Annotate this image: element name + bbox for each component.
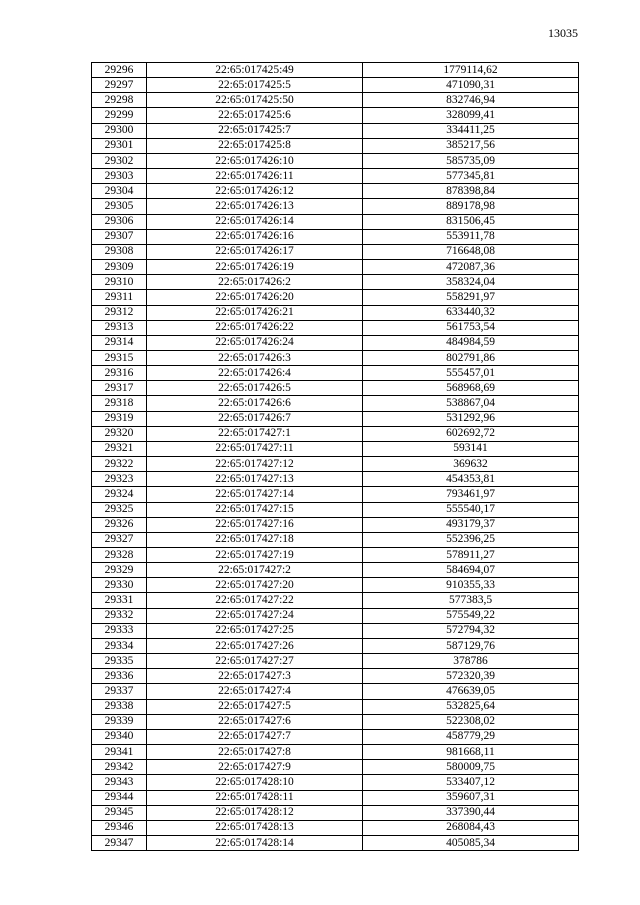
row-number-cell: 29303	[92, 169, 147, 184]
row-number-cell: 29333	[92, 623, 147, 638]
row-number-cell: 29336	[92, 669, 147, 684]
cadastral-value-cell: 337390,44	[363, 805, 579, 820]
table-row	[92, 350, 579, 365]
row-number-cell: 29344	[92, 790, 147, 805]
cadastral-value-cell: 580009,75	[363, 760, 579, 775]
table-row	[92, 275, 579, 290]
row-number-cell: 29299	[92, 108, 147, 123]
cadastral-number-cell: 22:65:017427:27	[147, 654, 363, 669]
cadastral-number-cell: 22:65:017427:1	[147, 426, 363, 441]
cadastral-value-cell: 602692,72	[363, 426, 579, 441]
row-number-cell: 29341	[92, 745, 147, 760]
row-number-cell: 29322	[92, 457, 147, 472]
cadastral-number-cell: 22:65:017427:24	[147, 608, 363, 623]
row-number-cell: 29324	[92, 487, 147, 502]
row-number-cell: 29340	[92, 729, 147, 744]
cadastral-number-cell: 22:65:017426:19	[147, 260, 363, 275]
table-row	[92, 244, 579, 259]
cadastral-number-cell: 22:65:017427:20	[147, 578, 363, 593]
cadastral-number-cell: 22:65:017426:24	[147, 335, 363, 350]
page-number: 13035	[548, 26, 578, 40]
cadastral-value-cell: 493179,37	[363, 517, 579, 532]
cadastral-value-cell: 405085,34	[363, 835, 579, 850]
cadastral-number-cell: 22:65:017427:5	[147, 699, 363, 714]
row-number-cell: 29297	[92, 78, 147, 93]
cadastral-number-cell: 22:65:017426:13	[147, 199, 363, 214]
cadastral-value-cell: 553911,78	[363, 229, 579, 244]
table-row	[92, 472, 579, 487]
row-number-cell: 29342	[92, 760, 147, 775]
table-row	[92, 487, 579, 502]
table-row	[92, 366, 579, 381]
cadastral-value-cell: 878398,84	[363, 184, 579, 199]
cadastral-value-cell: 476639,05	[363, 684, 579, 699]
row-number-cell: 29304	[92, 184, 147, 199]
row-number-cell: 29310	[92, 275, 147, 290]
cadastral-number-cell: 22:65:017425:8	[147, 138, 363, 153]
cadastral-value-cell: 472087,36	[363, 260, 579, 275]
table-row	[92, 214, 579, 229]
cadastral-value-cell: 716648,08	[363, 244, 579, 259]
table-row	[92, 260, 579, 275]
cadastral-number-cell: 22:65:017426:21	[147, 305, 363, 320]
table-row	[92, 290, 579, 305]
row-number-cell: 29319	[92, 411, 147, 426]
table-row	[92, 153, 579, 168]
row-number-cell: 29312	[92, 305, 147, 320]
cadastral-number-cell: 22:65:017427:26	[147, 638, 363, 653]
cadastral-number-cell: 22:65:017427:14	[147, 487, 363, 502]
table-row	[92, 548, 579, 563]
table-row	[92, 760, 579, 775]
cadastral-number-cell: 22:65:017428:11	[147, 790, 363, 805]
cadastral-number-cell: 22:65:017426:10	[147, 153, 363, 168]
row-number-cell: 29334	[92, 638, 147, 653]
table-row	[92, 654, 579, 669]
cadastral-value-cell: 910355,33	[363, 578, 579, 593]
row-number-cell: 29346	[92, 820, 147, 835]
table-row	[92, 108, 579, 123]
table-row	[92, 638, 579, 653]
cadastral-number-cell: 22:65:017427:2	[147, 563, 363, 578]
cadastral-value-cell: 484984,59	[363, 335, 579, 350]
table-row	[92, 502, 579, 517]
row-number-cell: 29337	[92, 684, 147, 699]
cadastral-value-cell: 584694,07	[363, 563, 579, 578]
row-number-cell: 29316	[92, 366, 147, 381]
table-row	[92, 699, 579, 714]
cadastral-number-cell: 22:65:017426:17	[147, 244, 363, 259]
cadastral-value-cell: 458779,29	[363, 729, 579, 744]
cadastral-number-cell: 22:65:017427:4	[147, 684, 363, 699]
cadastral-value-cell: 572320,39	[363, 669, 579, 684]
row-number-cell: 29318	[92, 396, 147, 411]
cadastral-number-cell: 22:65:017427:12	[147, 457, 363, 472]
cadastral-number-cell: 22:65:017426:16	[147, 229, 363, 244]
cadastral-value-cell: 369632	[363, 457, 579, 472]
row-number-cell: 29338	[92, 699, 147, 714]
row-number-cell: 29309	[92, 260, 147, 275]
table-row	[92, 63, 579, 78]
table-row	[92, 532, 579, 547]
cadastral-value-cell: 832746,94	[363, 93, 579, 108]
row-number-cell: 29296	[92, 63, 147, 78]
cadastral-value-cell: 981668,11	[363, 745, 579, 760]
row-number-cell: 29317	[92, 381, 147, 396]
cadastral-number-cell: 22:65:017428:13	[147, 820, 363, 835]
row-number-cell: 29328	[92, 548, 147, 563]
table-row	[92, 78, 579, 93]
cadastral-value-cell: 378786	[363, 654, 579, 669]
cadastral-number-cell: 22:65:017427:9	[147, 760, 363, 775]
cadastral-value-cell: 385217,56	[363, 138, 579, 153]
table-row	[92, 457, 579, 472]
table-row	[92, 669, 579, 684]
cadastral-number-cell: 22:65:017426:3	[147, 350, 363, 365]
row-number-cell: 29301	[92, 138, 147, 153]
row-number-cell: 29323	[92, 472, 147, 487]
table-row	[92, 123, 579, 138]
cadastral-number-cell: 22:65:017427:8	[147, 745, 363, 760]
cadastral-number-cell: 22:65:017426:12	[147, 184, 363, 199]
row-number-cell: 29330	[92, 578, 147, 593]
cadastral-value-cell: 558291,97	[363, 290, 579, 305]
table-row	[92, 305, 579, 320]
table-row	[92, 563, 579, 578]
table-row	[92, 790, 579, 805]
cadastral-value-cell: 593141	[363, 441, 579, 456]
cadastral-value-cell: 359607,31	[363, 790, 579, 805]
row-number-cell: 29306	[92, 214, 147, 229]
cadastral-value-cell: 471090,31	[363, 78, 579, 93]
row-number-cell: 29314	[92, 335, 147, 350]
table-row	[92, 684, 579, 699]
cadastral-number-cell: 22:65:017427:11	[147, 441, 363, 456]
row-number-cell: 29332	[92, 608, 147, 623]
cadastral-number-cell: 22:65:017426:14	[147, 214, 363, 229]
cadastral-value-cell: 633440,32	[363, 305, 579, 320]
cadastral-value-cell: 334411,25	[363, 123, 579, 138]
cadastral-number-cell: 22:65:017427:25	[147, 623, 363, 638]
cadastral-value-cell: 889178,98	[363, 199, 579, 214]
row-number-cell: 29345	[92, 805, 147, 820]
row-number-cell: 29315	[92, 350, 147, 365]
cadastral-number-cell: 22:65:017425:6	[147, 108, 363, 123]
cadastral-value-cell: 587129,76	[363, 638, 579, 653]
cadastral-number-cell: 22:65:017427:16	[147, 517, 363, 532]
table-row	[92, 381, 579, 396]
cadastral-number-cell: 22:65:017427:7	[147, 729, 363, 744]
cadastral-value-cell: 555457,01	[363, 366, 579, 381]
cadastral-value-cell: 577345,81	[363, 169, 579, 184]
row-number-cell: 29307	[92, 229, 147, 244]
cadastral-value-cell: 522308,02	[363, 714, 579, 729]
cadastral-value-cell: 577383,5	[363, 593, 579, 608]
table-row	[92, 229, 579, 244]
cadastral-number-cell: 22:65:017427:22	[147, 593, 363, 608]
cadastral-value-cell: 585735,09	[363, 153, 579, 168]
table-row	[92, 199, 579, 214]
table-row	[92, 729, 579, 744]
table-row	[92, 623, 579, 638]
table-row	[92, 320, 579, 335]
cadastral-value-cell: 802791,86	[363, 350, 579, 365]
row-number-cell: 29308	[92, 244, 147, 259]
table-row	[92, 184, 579, 199]
row-number-cell: 29327	[92, 532, 147, 547]
row-number-cell: 29339	[92, 714, 147, 729]
table-row	[92, 169, 579, 184]
row-number-cell: 29331	[92, 593, 147, 608]
row-number-cell: 29326	[92, 517, 147, 532]
cadastral-number-cell: 22:65:017428:12	[147, 805, 363, 820]
cadastral-value-cell: 578911,27	[363, 548, 579, 563]
cadastral-value-cell: 328099,41	[363, 108, 579, 123]
cadastral-number-cell: 22:65:017426:2	[147, 275, 363, 290]
cadastral-number-cell: 22:65:017428:10	[147, 775, 363, 790]
cadastral-value-cell: 568968,69	[363, 381, 579, 396]
cadastral-value-cell: 532825,64	[363, 699, 579, 714]
cadastral-value-cell: 793461,97	[363, 487, 579, 502]
table-row	[92, 835, 579, 850]
row-number-cell: 29320	[92, 426, 147, 441]
cadastral-number-cell: 22:65:017427:15	[147, 502, 363, 517]
table-row	[92, 517, 579, 532]
row-number-cell: 29311	[92, 290, 147, 305]
cadastral-number-cell: 22:65:017426:5	[147, 381, 363, 396]
table-body	[92, 63, 579, 851]
cadastral-value-cell: 555540,17	[363, 502, 579, 517]
row-number-cell: 29313	[92, 320, 147, 335]
table-row	[92, 805, 579, 820]
cadastral-number-cell: 22:65:017426:22	[147, 320, 363, 335]
cadastral-number-cell: 22:65:017426:11	[147, 169, 363, 184]
cadastral-number-cell: 22:65:017427:6	[147, 714, 363, 729]
table-row	[92, 441, 579, 456]
row-number-cell: 29343	[92, 775, 147, 790]
row-number-cell: 29300	[92, 123, 147, 138]
cadastral-value-cell: 358324,04	[363, 275, 579, 290]
cadastral-number-cell: 22:65:017427:18	[147, 532, 363, 547]
row-number-cell: 29321	[92, 441, 147, 456]
cadastral-value-cell: 268084,43	[363, 820, 579, 835]
cadastral-number-cell: 22:65:017425:5	[147, 78, 363, 93]
cadastral-value-cell: 831506,45	[363, 214, 579, 229]
table-row	[92, 745, 579, 760]
cadastral-value-cell: 552396,25	[363, 532, 579, 547]
table-row	[92, 593, 579, 608]
table-row	[92, 775, 579, 790]
cadastral-number-cell: 22:65:017425:7	[147, 123, 363, 138]
cadastral-number-cell: 22:65:017425:49	[147, 63, 363, 78]
row-number-cell: 29305	[92, 199, 147, 214]
cadastral-number-cell: 22:65:017426:6	[147, 396, 363, 411]
row-number-cell: 29298	[92, 93, 147, 108]
row-number-cell: 29302	[92, 153, 147, 168]
cadastral-value-cell: 531292,96	[363, 411, 579, 426]
cadastral-value-table	[91, 62, 579, 851]
cadastral-number-cell: 22:65:017427:3	[147, 669, 363, 684]
cadastral-number-cell: 22:65:017428:14	[147, 835, 363, 850]
table-row	[92, 396, 579, 411]
row-number-cell: 29347	[92, 835, 147, 850]
table-row	[92, 426, 579, 441]
table-row	[92, 578, 579, 593]
table-row	[92, 411, 579, 426]
cadastral-value-cell: 538867,04	[363, 396, 579, 411]
row-number-cell: 29335	[92, 654, 147, 669]
row-number-cell: 29329	[92, 563, 147, 578]
cadastral-value-cell: 575549,22	[363, 608, 579, 623]
row-number-cell: 29325	[92, 502, 147, 517]
table-row	[92, 335, 579, 350]
cadastral-number-cell: 22:65:017426:4	[147, 366, 363, 381]
cadastral-number-cell: 22:65:017427:19	[147, 548, 363, 563]
table-row	[92, 93, 579, 108]
cadastral-number-cell: 22:65:017425:50	[147, 93, 363, 108]
cadastral-value-cell: 454353,81	[363, 472, 579, 487]
cadastral-value-cell: 1779114,62	[363, 63, 579, 78]
table-row	[92, 138, 579, 153]
cadastral-value-cell: 561753,54	[363, 320, 579, 335]
cadastral-value-cell: 533407,12	[363, 775, 579, 790]
cadastral-number-cell: 22:65:017426:7	[147, 411, 363, 426]
table-row	[92, 608, 579, 623]
table-row	[92, 820, 579, 835]
table-row	[92, 714, 579, 729]
cadastral-number-cell: 22:65:017427:13	[147, 472, 363, 487]
cadastral-number-cell: 22:65:017426:20	[147, 290, 363, 305]
cadastral-value-cell: 572794,32	[363, 623, 579, 638]
